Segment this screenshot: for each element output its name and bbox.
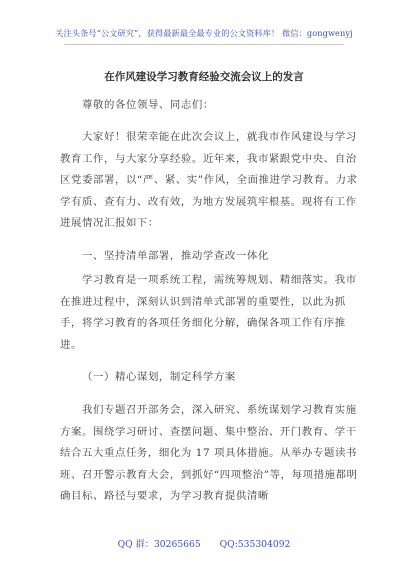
section-heading-1: 一、坚持清单部署，推动学查改一体化 xyxy=(82,250,269,262)
qq-contact-number: QQ:535304092 xyxy=(219,539,291,550)
qq-group-number: QQ 群：30265665 xyxy=(117,539,201,550)
header-banner: 关注头条号“公文研究”，获得最新最全最专业的公文资料库！ 微信：gongwenyj xyxy=(55,28,353,38)
subsection-heading-1: （一）精心谋划，制定科学方案 xyxy=(82,371,236,383)
salutation: 尊敬的各位领导、同志们： xyxy=(82,99,214,111)
document-title: 在作风建设学习教育经验交流会议上的发言 xyxy=(104,71,304,83)
footer-contact xyxy=(0,536,408,550)
header-divider xyxy=(64,44,344,45)
intro-paragraph: 大家好！很荣幸能在此次会议上，就我市作风建设与学习教育工作，与大家分享经验。近年来，我市紧跟党中央、自治区党委部署，以“严、紧、实”作风，全面推进学习教育。力求学有质、查有力、改有效，为地方发展筑牢根基。现将有工作进展情况汇报如下： xyxy=(60,131,358,229)
section-1-paragraph: 学习教育是一项系统工程，需统筹规划、精细落实。我市在推进过程中，深刻认识到清单式部署的重要性，以此为抓手，将学习教育的各项任务细化分解，确保各项工作有序推进。 xyxy=(60,274,357,351)
subsection-1-paragraph: 我们专题召开部务会，深入研究、系统谋划学习教育实施方案。围绕学习研讨、查摆问题、集中整治、开门教育、学干结合五大重点任务，细化为 17 项具体措施。从举办专题读书班、召开警示教育大会，到抓好“四项整治”等，每项措施都明确目标、路径与要求，为学习教育提供清晰 xyxy=(60,404,358,502)
